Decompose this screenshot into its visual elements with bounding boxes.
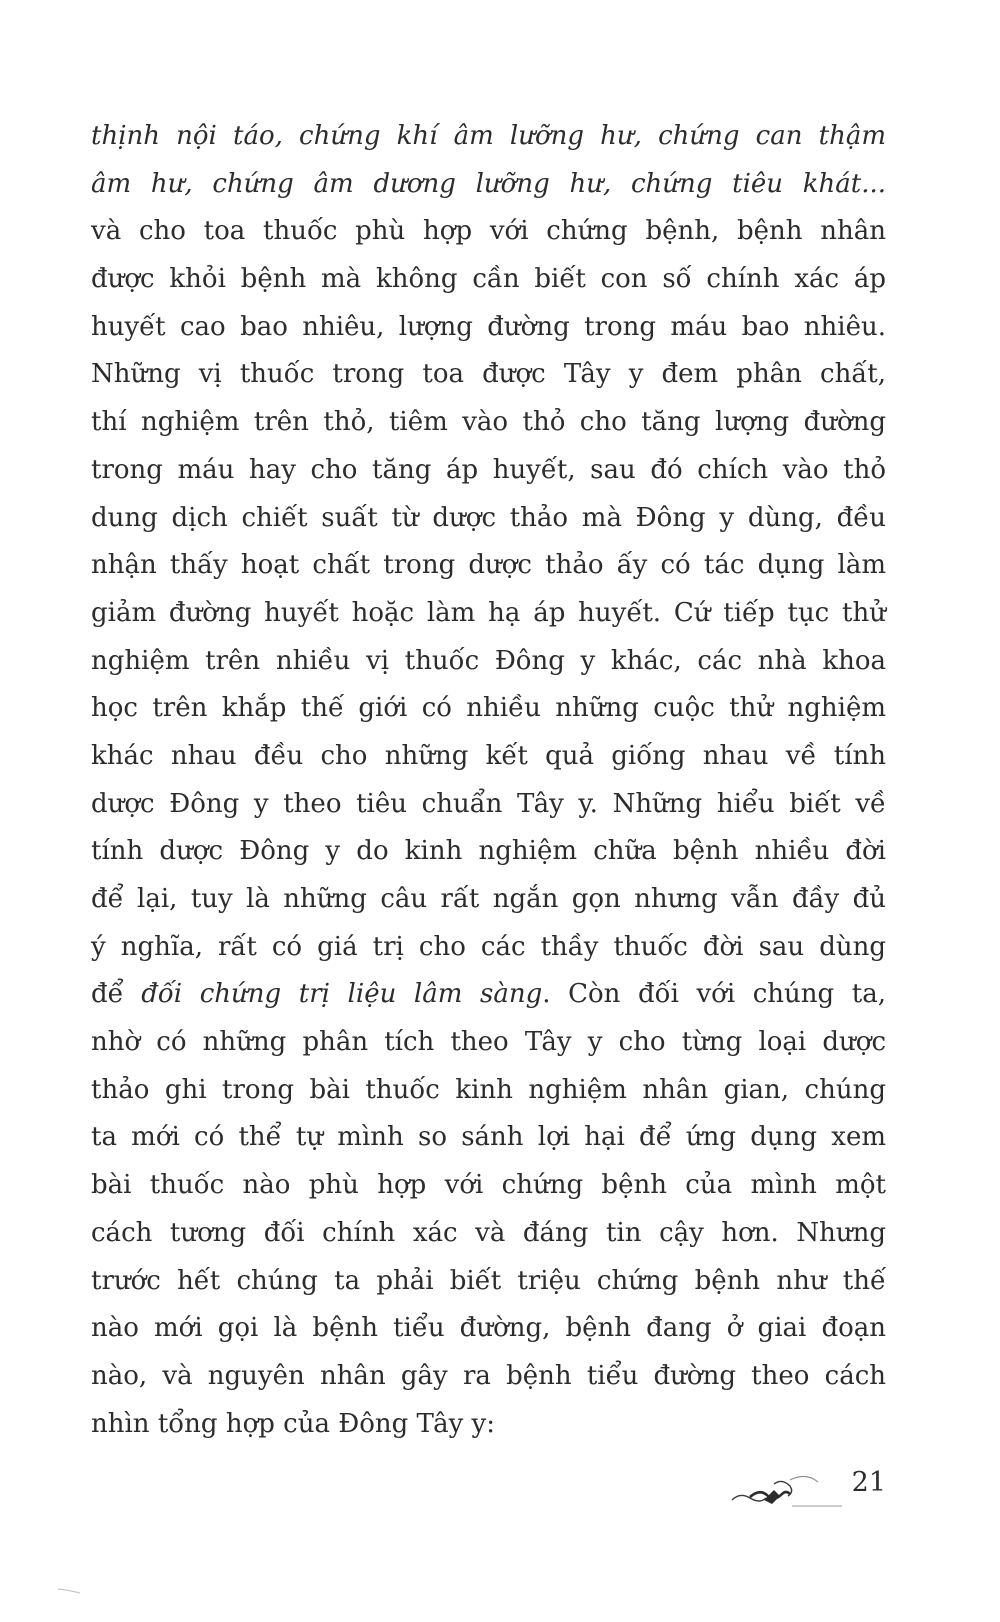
text-line — [91, 971, 886, 1019]
text-segment: Những vị thuốc trong toa được Tây y đem phân chất, — [91, 359, 886, 390]
text-line — [91, 876, 886, 924]
text-line — [91, 828, 886, 876]
text-line — [91, 399, 886, 447]
text-segment: trong máu hay cho tăng áp huyết, sau đó chích vào thỏ — [91, 454, 886, 485]
text-segment: cách tương đối chính xác và đáng tin cậy hơn. Nhưng — [91, 1217, 886, 1248]
text-line — [91, 1019, 886, 1067]
text-line — [91, 542, 886, 590]
text-line — [91, 1114, 886, 1162]
text-line — [91, 590, 886, 638]
text-line — [91, 495, 886, 543]
text-segment: giảm đường huyết hoặc làm hạ áp huyết. Cứ tiếp tục thử — [91, 597, 886, 628]
text-line — [91, 256, 886, 304]
text-segment: để — [91, 979, 142, 1010]
text-segment: nghiệm trên nhiều vị thuốc Đông y khác, các nhà khoa — [91, 645, 886, 676]
text-line — [91, 1353, 886, 1401]
text-line — [91, 304, 886, 352]
text-line — [91, 113, 886, 161]
text-segment: bài thuốc nào phù hợp với chứng bệnh của mình một — [91, 1170, 886, 1201]
text-line — [91, 208, 886, 256]
text-segment: thảo ghi trong bài thuốc kinh nghiệm nhân gian, chúng — [91, 1074, 886, 1105]
text-segment: nào, và nguyên nhân gây ra bệnh tiểu đường theo cách — [91, 1360, 886, 1391]
text-segment: dược Đông y theo tiêu chuẩn Tây y. Những hiểu biết về — [91, 788, 886, 819]
text-segment: dung dịch chiết suất từ dược thảo mà Đông y dùng, đều — [91, 502, 886, 533]
text-segment: thí nghiệm trên thỏ, tiêm vào thỏ cho tăng lượng đường — [91, 407, 886, 438]
text-line — [91, 161, 886, 209]
text-segment: nhìn tổng hợp của Đông Tây y: — [91, 1408, 495, 1439]
text-segment: và cho toa thuốc phù hợp với chứng bệnh, bệnh nhân — [91, 216, 886, 247]
text-line — [91, 924, 886, 972]
text-line — [91, 685, 886, 733]
italic-text-segment: âm hư, chứng âm dương lưỡng hư, chứng tiêu khát... — [91, 168, 886, 199]
text-segment: trước hết chúng ta phải biết triệu chứng bệnh như thế — [91, 1265, 886, 1296]
text-line — [91, 1258, 886, 1306]
text-segment: ý nghĩa, rất có giá trị cho các thầy thuốc đời sau dùng — [91, 931, 886, 962]
page-footer — [730, 1462, 890, 1512]
text-segment: học trên khắp thế giới có nhiều những cuộc thử nghiệm — [91, 693, 886, 724]
scan-edge-mark — [58, 1588, 80, 1594]
text-segment: ta mới có thể tự mình so sánh lợi hại để ứng dụng xem — [91, 1122, 886, 1153]
text-line — [91, 1401, 886, 1449]
text-line — [91, 1305, 886, 1353]
text-segment: tính dược Đông y do kinh nghiệm chữa bệnh nhiều đời — [91, 836, 886, 867]
page-number: 21 — [851, 1467, 886, 1498]
text-line — [91, 733, 886, 781]
text-line — [91, 1162, 886, 1210]
text-line — [91, 638, 886, 686]
text-segment: để lại, tuy là những câu rất ngắn gọn nhưng vẫn đầy đủ — [91, 884, 886, 914]
italic-text-segment: thịnh nội táo, chứng khí âm lưỡng hư, chứng can thậm — [91, 121, 886, 151]
text-segment: huyết cao bao nhiêu, lượng đường trong máu bao nhiêu. — [91, 311, 886, 342]
text-line — [91, 447, 886, 495]
text-segment: nhờ có những phân tích theo Tây y cho từng loại dược — [91, 1027, 886, 1058]
text-segment: được khỏi bệnh mà không cần biết con số chính xác áp — [91, 264, 886, 295]
text-segment: . Còn đối với chúng ta, — [542, 979, 887, 1010]
flourish-ornament-icon — [730, 1470, 845, 1510]
text-line — [91, 351, 886, 399]
text-segment: nào mới gọi là bệnh tiểu đường, bệnh đang ở giai đoạn — [91, 1313, 886, 1344]
text-segment: khác nhau đều cho những kết quả giống nhau về tính — [91, 740, 886, 771]
text-line — [91, 1067, 886, 1115]
text-segment: nhận thấy hoạt chất trong dược thảo ấy có tác dụng làm — [91, 550, 886, 581]
text-line — [91, 1210, 886, 1258]
text-line — [91, 781, 886, 829]
body-text — [91, 113, 886, 1448]
italic-text-segment: đối chứng trị liệu lâm sàng — [141, 979, 543, 1010]
